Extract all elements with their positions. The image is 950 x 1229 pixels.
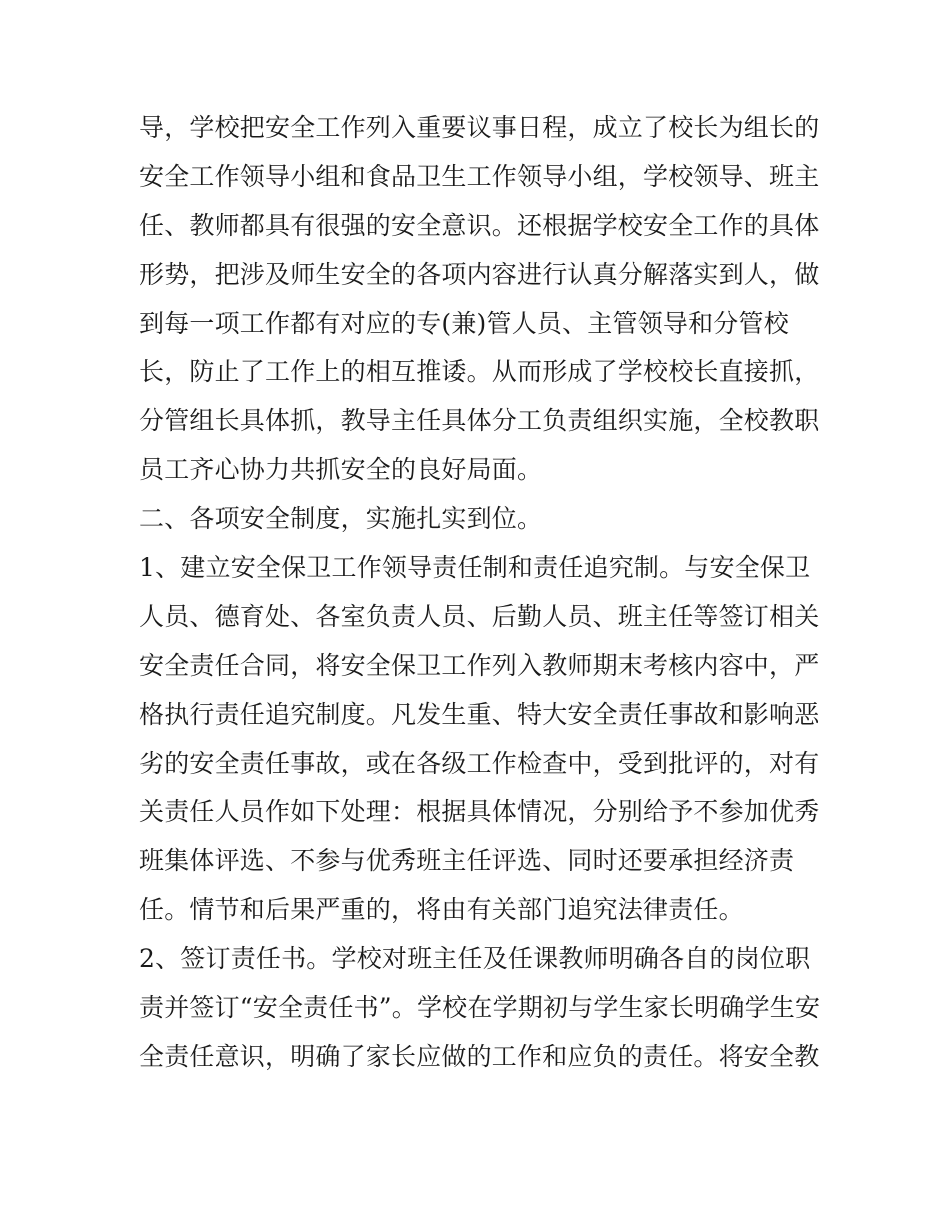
text-line: 长，防止了工作上的相互推诿。从而形成了学校校长直接抓， (139, 357, 820, 387)
text-line: 导，学校把安全工作列入重要议事日程，成立了校长为组长的 (139, 113, 820, 142)
text-line: 班集体评选、不参与优秀班主任评选、同时还要承担经济责 (139, 846, 795, 876)
text-line: 任、教师都具有很强的安全意识。还根据学校安全工作的具体 (139, 210, 820, 240)
text-line: 分管组长具体抓，教导主任具体分工负责组织实施，全校教职 (139, 406, 820, 436)
text-line: 形势，把涉及师生安全的各项内容进行认真分解落实到人，做 (139, 259, 820, 289)
text-line: 责并签订“安全责任书”。学校在学期初与学生家长明确学生安 (139, 993, 821, 1023)
text-line: 关责任人员作如下处理：根据具体情况，分别给予不参加优秀 (139, 797, 820, 827)
text-line: 格执行责任追究制度。凡发生重、特大安全责任事故和影响恶 (139, 699, 820, 729)
text-line: 劣的安全责任事故，或在各级工作检查中，受到批评的，对有 (139, 748, 820, 778)
text-line: 安全工作领导小组和食品卫生工作领导小组，学校领导、班主 (139, 161, 820, 191)
text-line: 任。情节和后果严重的，将由有关部门追究法律责任。 (139, 895, 744, 925)
text-line: 人员、德育处、各室负责人员、后勤人员、班主任等签订相关 (139, 601, 820, 631)
text-line: 2、签订责任书。学校对班主任及任课教师明确各自的岗位职 (139, 944, 811, 974)
text-line: 1、建立安全保卫工作领导责任制和责任追究制。与安全保卫 (139, 553, 811, 583)
section-heading: 二、各项安全制度，实施扎实到位。 (139, 504, 543, 534)
text-line: 到每一项工作都有对应的专(兼)管人员、主管领导和分管校 (139, 308, 789, 338)
text-line: 安全责任合同，将安全保卫工作列入教师期末考核内容中，严 (139, 650, 820, 680)
text-line: 全责任意识，明确了家长应做的工作和应负的责任。将安全教 (139, 1041, 820, 1071)
text-line: 员工齐心协力共抓安全的良好局面。 (139, 455, 543, 485)
document-body (139, 104, 819, 1082)
